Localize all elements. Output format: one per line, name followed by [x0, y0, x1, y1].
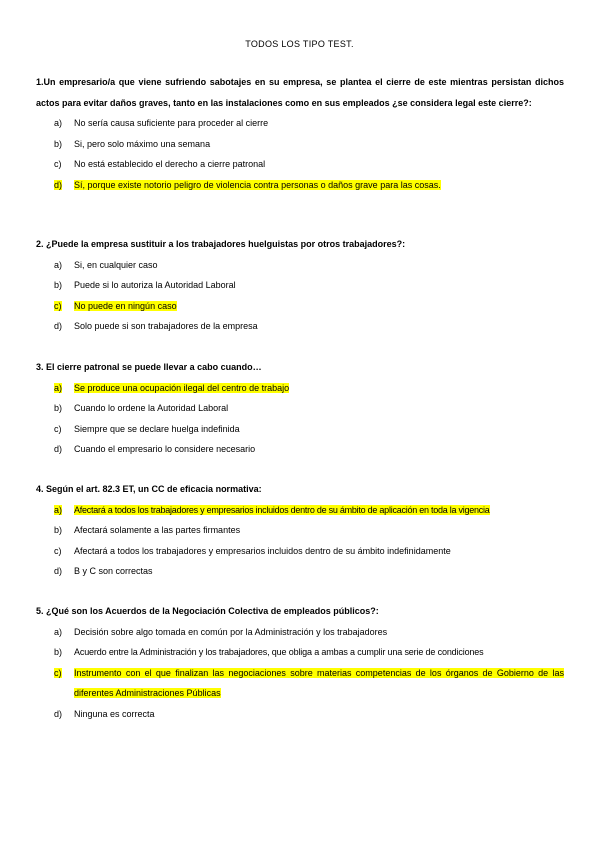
option-a [36, 622, 564, 643]
question-text: 4. Según el art. 82.3 ET, un CC de eficacia normativa: [36, 484, 262, 494]
option-letter: c) [54, 300, 62, 311]
option-c [36, 419, 564, 440]
option-letter: a) [54, 626, 63, 637]
options-list [36, 113, 564, 195]
question-1 [36, 72, 564, 195]
option-a-correct [36, 500, 564, 521]
option-letter: a) [54, 259, 63, 270]
option-letter: a) [54, 504, 63, 515]
question-text: 2. ¿Puede la empresa sustituir a los trabajadores huelguistas por otros trabajadores?: [36, 239, 406, 249]
question-3 [36, 357, 564, 460]
option-text: Si, pero solo máximo una semana [74, 138, 211, 149]
option-letter: d) [54, 444, 63, 454]
option-letter: d) [54, 566, 63, 576]
option-d [36, 316, 564, 337]
option-text: Puede si lo autoriza la Autoridad Laboral [74, 280, 236, 290]
option-d [36, 704, 564, 725]
option-letter: b) [54, 403, 63, 413]
option-letter: a) [54, 382, 63, 393]
option-letter: c) [54, 423, 62, 434]
option-c [36, 154, 564, 175]
option-c-correct [36, 663, 564, 704]
question-2 [36, 234, 564, 337]
option-text: B y C son correctas [74, 566, 153, 576]
option-letter: d) [54, 179, 63, 190]
option-b [36, 134, 564, 155]
option-b [36, 642, 564, 663]
options-list [36, 255, 564, 337]
option-c [36, 541, 564, 562]
page-title: TODOS LOS TIPO TEST. [245, 39, 354, 49]
option-c-correct [36, 296, 564, 317]
option-letter: a) [54, 118, 63, 128]
option-text: Acuerdo entre la Administración y los trabajadores, que obliga a ambas a cumplir una serie de condiciones [74, 647, 484, 657]
option-text: Cuando lo ordene la Autoridad Laboral [74, 403, 229, 413]
option-text: No sería causa suficiente para proceder al cierre [74, 118, 269, 128]
option-a [36, 255, 564, 276]
question-text: 3. El cierre patronal se puede llevar a cabo cuando… [36, 362, 262, 372]
question-text: 5. ¿Qué son los Acuerdos de la Negociación Colectiva de empleados públicos?: [36, 606, 379, 616]
option-letter: d) [54, 708, 63, 719]
option-d-correct [36, 175, 564, 196]
option-letter: b) [54, 647, 63, 657]
option-letter: b) [54, 525, 63, 535]
option-text: Afectará solamente a las partes firmantes [74, 525, 241, 535]
question-text: 1.Un empresario/a que viene sufriendo sabotajes en su empresa, se plantea el cierre de este mientras persistan dichos actos para evitar daños graves, tanto en las instalaciones como en sus empleados ¿se considera legal este cierre?: [36, 77, 564, 108]
option-text-highlighted: Se produce una ocupación ilegal del centro de trabajo [74, 382, 290, 393]
option-a-correct [36, 378, 564, 399]
option-a [36, 113, 564, 134]
option-text: Si, en cualquier caso [74, 259, 158, 270]
options-list [36, 622, 564, 725]
options-list [36, 378, 564, 460]
option-text-highlighted: Afectará a todos los trabajadores y empresarios incluidos dentro de su ámbito de aplicación en toda la vigencia [74, 504, 490, 515]
option-letter: b) [54, 138, 63, 149]
option-text-highlighted: No puede en ningún caso [74, 300, 177, 311]
option-letter: b) [54, 280, 63, 290]
question-4 [36, 479, 564, 582]
option-text: Afectará a todos los trabajadores y empresarios incluidos dentro de su ámbito indefinidamente [74, 545, 451, 556]
option-letter: c) [54, 545, 62, 556]
question-5 [36, 601, 564, 724]
option-letter: c) [54, 667, 62, 678]
option-text: Solo puede si son trabajadores de la empresa [74, 321, 258, 331]
option-text: Decisión sobre algo tomada en común por la Administración y los trabajadores [74, 626, 388, 637]
option-letter: d) [54, 321, 63, 331]
option-text: Siempre que se declare huelga indefinida [74, 423, 240, 434]
option-text-highlighted: Instrumento con el que finalizan las negociaciones sobre materias competencias de los órganos de Gobierno de las diferentes Administraciones Públicas [74, 667, 564, 698]
option-b [36, 520, 564, 541]
option-text: No está establecido el derecho a cierre patronal [74, 159, 266, 169]
options-list [36, 500, 564, 582]
option-b [36, 398, 564, 419]
option-letter: c) [54, 159, 62, 169]
option-d [36, 439, 564, 460]
option-text-highlighted: Sí, porque existe notorio peligro de violencia contra personas o daños grave para las cosas. [74, 179, 441, 190]
option-text: Cuando el empresario lo considere necesario [74, 444, 256, 454]
option-d [36, 561, 564, 582]
option-text: Ninguna es correcta [74, 708, 155, 719]
option-b [36, 275, 564, 296]
